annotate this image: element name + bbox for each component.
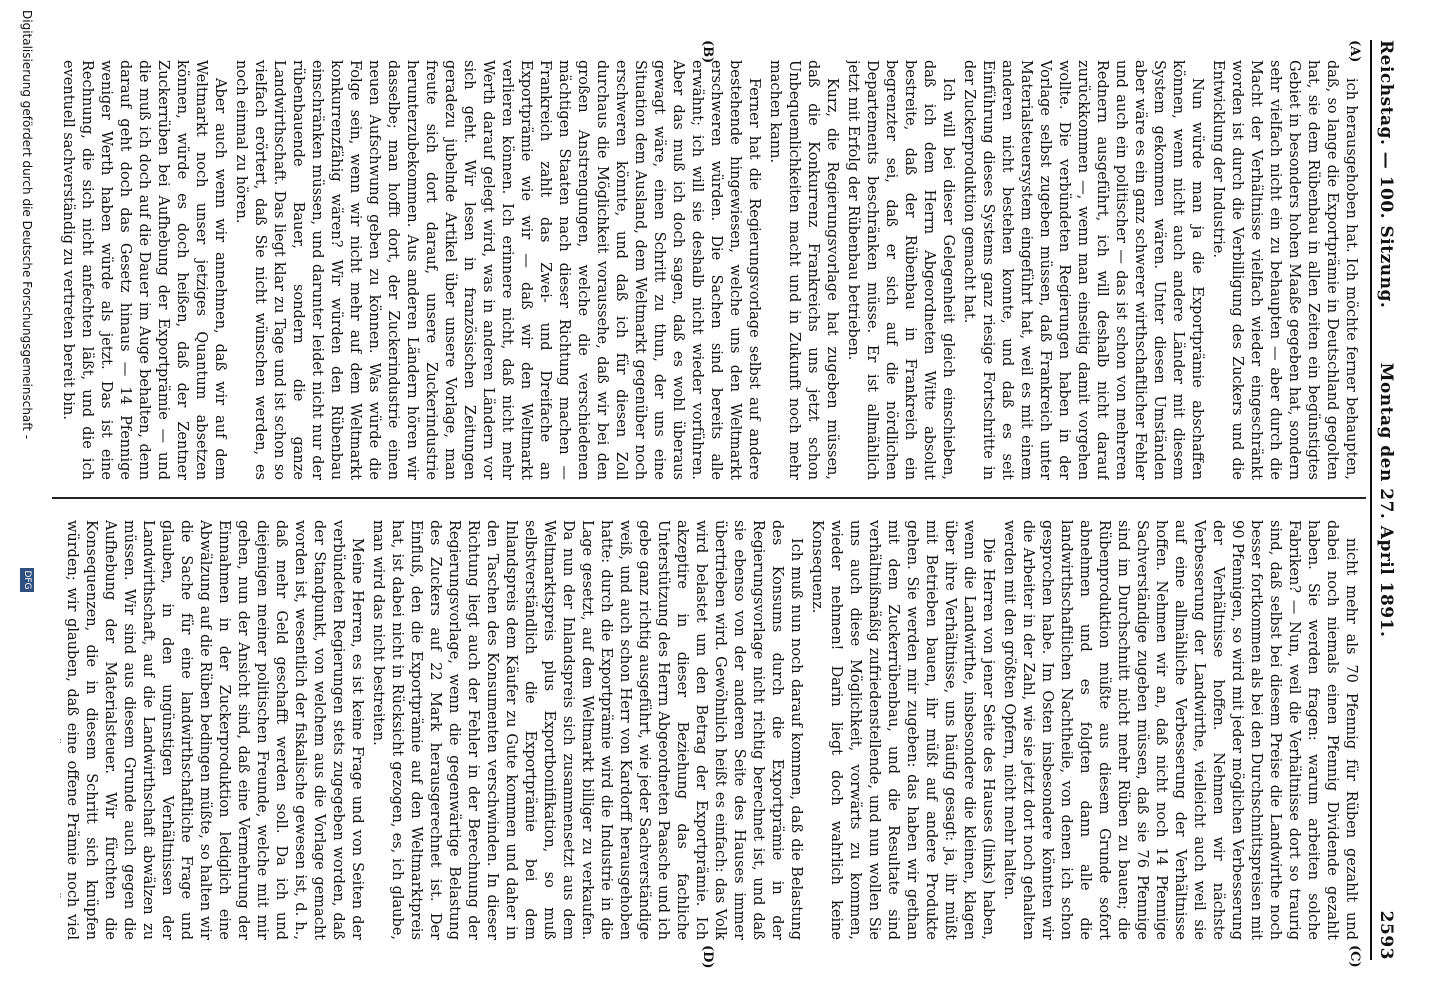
paragraph: Meine Herren, es ist keine Frage und von Seiten der verbündeten Regierungen stets zugegeben worden, daß der Standpunkt, von welchem aus die Vorlage gemacht worden ist, wesentlich der fiskalische gewesen ist, d. h., daß mehr Geld geschafft werden soll. Da ich und diejenigen meiner politischen Freunde, welche mit mir gehen, nun der Ansicht sind, daß eine Vermehrung der Einnahmen in der Zuckerproduktion lediglich eine Abwälzung auf die Rüben bedingen müßte, so halten wir die Sache für eine landwirthschaftliche Frage und glauben, in den ungünstigen Verhältnissen der Landwirthschaft, auf die Landwirthschaft abwälzen zu müssen. Wir sind aus diesem Grunde auch gegen die Aufhebung der Materialsteuer. Wir fürchten die Konsequenzen, die in diesem Schritt sich knüpfen würden; wir glauben, daß eine offene Prämie noch viel	[64, 520, 365, 940]
digitization-credit: Digitalisierung gefördert durch die Deutsche Forschungsgemeinschaft -	[20, 10, 34, 440]
paragraph: nicht mehr als 70 Pfennig für Rüben gezahlt und dabei noch niemals einen Pfennig Dividende gezahlt haben. Sie werden fragen: warum arbeiten solche Fabriken? — Nun, weil die Verhältnisse dort so traurig sind, daß selbst bei diesem Preise die Landwirthe noch besser fortkommen als bei den Durchschnittspreisen mit 90 Pfennigen, so wird mit jeder möglichen Verbesserung der Verhältnisse hoffen. Nehmen wir nächste Verbesserung der Landwirthe, vielleicht auch weil sie auf eine allmähliche Verbesserung der Verhältnisse hoffen. Nehmen wir an, daß nicht noch 14 Pfennige Sachverständige zugeben müssen, daß sie 76 Pfennige sind im Durchschnitt nicht mehr Rüben zu bauen; die Rübenproduktion müßte aus diesem Grunde sofort abnehmen und es folgten dann alle die landwirthschaftlichen Nachtheile, von denen ich schon gesprochen habe. Im Osten insbesondere könnten wir die Arbeiter in der Zahl, wie sie jetzt dort noch gehalten werden mit den größten Opfern, nicht mehr halten.	[1001, 520, 1359, 940]
margin-marker-d: (D)	[700, 945, 715, 969]
paragraph: Ich will bei dieser Gelegenheit gleich einschieben, daß ich dem Herrn Abgeordneten Witte absolut bestreite, daß der Rübenbau in Frankreich ein begrenzter sei, daß er sich auf die nördlichen Departements beschränken müsse. Er ist allmählich jetzt mit Erfolg der Rübenbau betrieben.	[845, 60, 956, 480]
paragraph: Aber auch wenn wir annehmen, daß wir auf dem Weltmarkt noch unser jetziges Quantum absetzen können, würde es doch heißen, daß der Zentner Zuckerrüben bei Aufhebung der Exportprämie — und die muß ich doch auf die Dauer im Auge behalten, denn darauf geht doch das Gesetz hinaus — 14 Pfennige weniger Werth haben würde als jetzt. Das ist eine Rechnung, die sich nicht anfechten läßt, und die ich eventuell sachverständig zu vertreten bereit bin.	[60, 60, 228, 480]
margin-marker-b: (B)	[700, 40, 715, 64]
paragraph: ich herausgehoben hat. Ich möchte ferner behaupten, daß, so lange die Exportprämie in Deutschland gegolten hat, sie dem Rübenbau in allen Zeiten ein begünstigtes Gebiet in besonders hohen Maaße gegeben hat, sondern sehr vielfach nicht ein zu behaupten — aber durch die Macht der Verhältnisse vielfach wieder eingeschränkt worden ist durch die Verbilligung des Zuckers und die Entwicklung der Industrie.	[1210, 60, 1359, 480]
header-rule	[1370, 40, 1372, 960]
paragraph: Ich muß nun noch darauf kommen, daß die Belastung des Konsums durch die Exportprämie in der Regierungsvorlage nicht richtig berechnet ist, und daß sie ebenso von der anderen Seite des Hauses immer übertrieben wird. Gewöhnlich heißt es einfach: das Volk wird belastet um den Betrag der Exportprämie. Ich akzeptire in dieser Beziehung das fachliche Unterstützung des Herrn Abgeordneten Paasche und ich gebe ganz richtig ausgeführt, wie jeder Sachverständige weiß, und auch schon Herr von Kardorff herausgehoben hatte: durch die Exportprämie wird die Industrie in die Lage gesetzt, auf dem Weltmarkt billiger zu verkaufen. Da nun der Inlandspreis sich zusammensetzt aus dem Weltmarktspreis plus Exportbonifikation, so muß selbstverständlich die Exportprämie bei dem Inlandspreis dem Käufer zu Gute kommen und daher in den Taschen des Konsumenten verschwinden. In dieser Richtung liegt auch der Fehler in der Berechnung der Regierungsvorlage, wenn die gegenwärtige Belastung des Zuckers auf 22 Mark herausgerechnet ist. Der Einfluß, den die Exportprämie auf den Weltmarktpreis hat, ist dabei nicht in Rücksicht gezogen, es, ich glaube, man wird das nicht bestreiten.	[370, 520, 804, 940]
margin-marker-a: (A)	[1347, 40, 1362, 63]
page-header	[1372, 40, 1402, 960]
paragraph: Die Herren von jener Seite des Hauses (links) haben, wenn die Landwirthe, insbesondere die kleinen, klagen über ihre Verhältnisse, uns häufig gesagt: ja, ihr müßt mit Betrieben bauen, ihr müßt auf andere Produkte gehen. Sie werden mir zugeben: das haben wir gethan mit dem Zuckerrübenbau, und die Resultate sind verhältnißmäßig zufriedenstellende, und nun wollen Sie uns auch diese Möglichkeit, vorwärts zu kommen, wieder nehmen! Darin liegt doch wahrlich keine Konsequenz.	[809, 520, 996, 940]
text-column-right	[60, 520, 1360, 940]
paragraph: Ferner hat die Regierungsvorlage selbst auf andere bestehende hingewiesen, welche uns den Weltmarkt erschweren würden. Die Sachen sind bereits alle erwähnt; ich will sie deshalb nicht wieder vorführen. Aber das muß ich doch sagen, daß es wohl überaus gewagt wäre, einen Schritt zu thun, der uns eine Situation dem Ausland, dem Weltmarkt gegenüber noch erschweren könnte, und daß ich für diesen Zoll durchaus die Möglichkeit voraussehe, daß wir bei den großen Anstrengungen, welche die verschiedenen mächtigen Staaten nach dieser Richtung machen — Frankreich zahlt das Zwei- und Dreifache an Exportprämie wie wir — daß wir den Weltmarkt verlieren können. Ich erinnere nicht, daß nicht mehr Werth darauf gelegt wird, was in anderen Ländern vor sich geht. Wir lesen in französischen Zeitungen geradezu jubelnde Artikel über unsere Vorlage, man freute sich dort darauf, unsere Zuckerindustrie herunterzubekommen. Aus anderen Ländern hören wir dasselbe; man hofft dort, der Zuckerindustrie einen neuen Aufschwung geben zu können. Was würde die Folge sein, wenn wir nicht mehr auf dem Weltmarkt konkurrenzfähig wären? Wir würden den Rübenbau einschränken müssen, und darunter leidet nicht nur der rübenbauende Bauer, sondern die ganze Landwirthschaft. Das liegt klar zu Tage und ist schon so vielfach erörtert, daß Sie nicht wünschen werden, es noch einmal zu hören.	[233, 60, 762, 480]
paragraph: Nun würde man ja die Exportprämie abschaffen können, wenn nicht auch andere Länder mit diesem System gekommen wären. Unter diesen Umständen aber wäre es ein ganz schwerer wirthschaftlicher Fehler und auch ein politischer — das ist schon von mehreren Rednern ausgeführt, ich will deshalb nicht darauf zurückkommen —, wenn man einseitig damit vorgehen wollte. Die verbündeten Regierungen haben in der Vorlage selbst zugeben müssen, daß Frankreich unter Materialsteuersystem eingeführt hat, weil es mit einem anderen nicht bestehen konnte, und daß es seit Einführung dieses Systems ganz riesige Fortschritte in der Zuckerproduktion gemacht hat.	[961, 60, 1205, 480]
margin-marker-c: (C)	[1347, 945, 1362, 968]
header-date: Montag den 27. April 1891.	[1376, 362, 1396, 638]
header-left: Reichstag. — 100. Sitzung.	[1376, 40, 1396, 309]
dfg-logo-icon: DFG	[20, 568, 34, 592]
paragraph: Kurz, die Regierungsvorlage hat zugeben müssen, daß die Konkurrenz Frankreichs uns jetzt schon Unbequemlichkeiten macht und in Zukunft noch mehr machen kann.	[767, 60, 840, 480]
text-column-left	[60, 60, 1360, 480]
column-divider	[52, 497, 1366, 499]
page-number: 2593	[1376, 910, 1396, 960]
